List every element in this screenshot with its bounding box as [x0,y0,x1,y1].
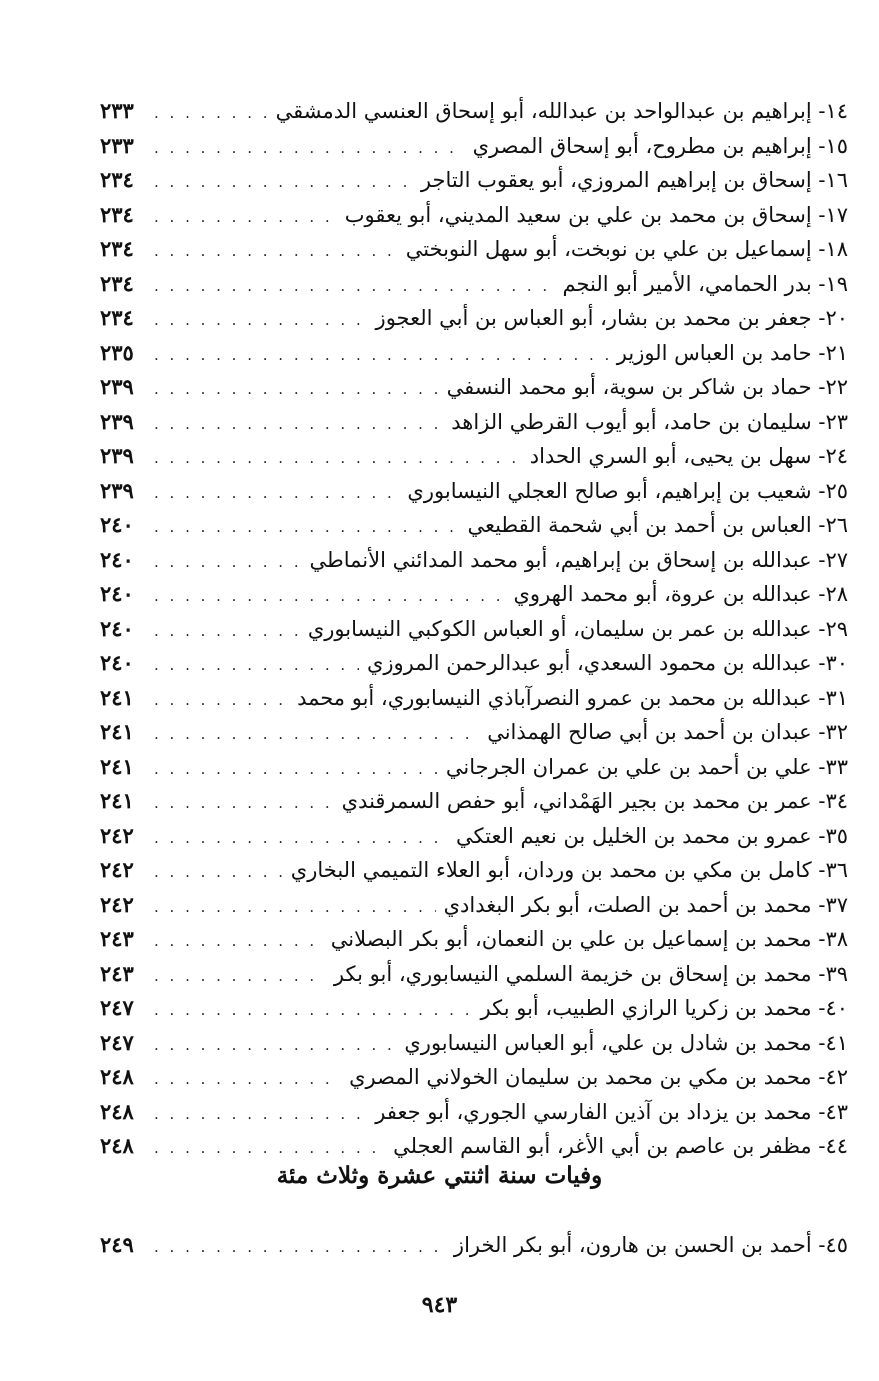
dot-leader [154,648,359,683]
entry-page-number: ٢٣٤ [100,167,134,192]
dot-leader [154,924,323,959]
entry-page-number: ٢٤٠ [100,512,134,537]
entry-page-number: ٢٣٩ [100,477,134,503]
entry-title: ٣٧- محمد بن أحمد بن الصلت، أبو بكر البغدادي [443,892,848,917]
entry-title: ٣٤- عمر بن محمد بن بجير الهَمْداني، أبو حفص السمرقندي [341,789,848,813]
entry-title: ٣١- عبدالله بن محمد بن عمرو النصرآباذي النيسابوري، أبو محمد [297,685,848,710]
dot-leader [154,1028,396,1063]
entry-title: ١٥- إبراهيم بن مطروح، أبو إسحاق المصري [472,133,848,158]
toc-entry [100,1228,848,1263]
entry-page-number: ٢٣٣ [100,132,134,158]
dot-leader [154,1062,341,1097]
entry-page-number: ٢٤٢ [100,822,134,848]
section-heading: وفيات سنة اثنتي عشرة وثلاث مئة [276,1162,603,1189]
dot-leader [154,407,443,442]
entry-title: ٤٤- مظفر بن عاصم بن أبي الأغر، أبو القاسم العجلي [393,1134,848,1158]
toc-entry [100,370,848,405]
dot-leader [154,786,334,821]
entry-title: ٢٨- عبدالله بن عروة، أبو محمد الهروي [513,582,848,606]
entry-page-number: ٢٤٧ [100,1029,134,1055]
toc-entry [100,646,848,681]
dot-leader [154,993,473,1028]
toc-entry [100,957,848,992]
entry-title: ٣٦- كامل بن مكي بن محمد بن وردان، أبو العلاء التميمي البخاري [290,858,848,882]
dot-leader [154,441,522,476]
dot-leader [154,131,465,166]
toc-list [100,94,848,1164]
toc-entry [100,612,848,647]
entry-title: ٢٦- العباس بن أحمد بن أبي شحمة القطيعي [467,513,848,537]
dot-leader [154,855,283,890]
toc-entry [100,405,848,440]
dot-leader [154,545,302,580]
entry-page-number: ٢٤٩ [100,1232,134,1257]
toc-entry [100,94,848,129]
entry-page-number: ٢٤٢ [100,891,134,917]
toc-entry [100,991,848,1026]
dot-leader [154,579,506,614]
dot-leader [154,303,368,338]
entry-page-number: ٢٤٢ [100,857,134,882]
toc-entry [100,1060,848,1095]
toc-entry [100,163,848,198]
entry-title: ٣٠- عبدالله بن محمود السعدي، أبو عبدالرحمن المروزي [366,651,848,675]
entry-title: ٣٣- علي بن أحمد بن علي بن عمران الجرجاني [445,754,848,779]
section-toc-list [100,1228,848,1263]
entry-title: ١٨- إسماعيل بن علي بن نوبخت، أبو سهل النوبختي [405,237,848,261]
entry-page-number: ٢٣٤ [100,305,134,330]
dot-leader [154,200,337,235]
dot-leader [154,476,399,511]
entry-title: ٢٥- شعيب بن إبراهيم، أبو صالح العجلي النيسابوري [407,478,848,503]
entry-page-number: ٢٤١ [100,684,134,710]
toc-entry [100,577,848,612]
entry-page-number: ٢٤٠ [100,650,134,675]
toc-entry [100,129,848,164]
entry-page-number: ٢٣٣ [100,98,134,123]
entry-title: ٢٢- حماد بن شاكر بن سوية، أبو محمد النسفي [446,375,848,399]
entry-page-number: ٢٤٣ [100,926,134,951]
dot-leader [154,890,436,925]
entry-page-number: ٢٣٩ [100,443,134,468]
toc-entry [100,439,848,474]
entry-title: ١٧- إسحاق بن محمد بن علي بن سعيد المديني، أبو يعقوب [344,202,848,227]
dot-leader [154,338,609,373]
dot-leader [154,1230,446,1265]
toc-entry [100,198,848,233]
entry-title: ٤٢- محمد بن مكي بن محمد بن سليمان الخولاني المصري [349,1065,848,1089]
toc-entry [100,301,848,336]
entry-page-number: ٢٣٤ [100,201,134,227]
dot-leader [154,614,300,649]
toc-entry [100,267,848,302]
toc-entry [100,336,848,371]
entry-title: ٢٠- جعفر بن محمد بن بشار، أبو العباس بن أبي العجوز [375,306,848,330]
entry-title: ٢٧- عبدالله بن إسحاق بن إبراهيم، أبو محمد المدائني الأنماطي [309,547,848,572]
entry-page-number: ٢٣٥ [100,339,134,365]
entry-page-number: ٢٤٨ [100,1133,134,1158]
dot-leader [154,1097,367,1132]
toc-entry [100,1026,848,1061]
entry-page-number: ٢٣٩ [100,408,134,434]
dot-leader [154,372,439,407]
toc-entry [100,474,848,509]
dot-leader [154,717,479,752]
toc-entry [100,1095,848,1130]
entry-page-number: ٢٤١ [100,719,134,744]
dot-leader [154,752,438,787]
toc-entry [100,853,848,888]
dot-leader [154,96,268,131]
toc-entry [100,508,848,543]
entry-page-number: ٢٤٠ [100,546,134,572]
dot-leader [154,821,448,856]
dot-leader [154,234,398,269]
toc-entry [100,750,848,785]
dot-leader [154,959,326,994]
entry-page-number: ٢٤١ [100,788,134,813]
entry-title: ٣٨- محمد بن إسماعيل بن علي بن النعمان، أبو بكر البصلاني [330,927,848,951]
entry-title: ٣٥- عمرو بن محمد بن الخليل بن نعيم العتكي [456,823,848,848]
entry-title: ٣٢- عبدان بن أحمد بن أبي صالح الهمذاني [487,720,848,744]
toc-entry [100,784,848,819]
dot-leader [154,165,413,200]
dot-leader [154,683,289,718]
entry-page-number: ٢٤٨ [100,1064,134,1089]
entry-page-number: ٢٣٩ [100,374,134,399]
page-number: ٩٤٣ [421,1292,458,1318]
entry-title: ٣٩- محمد بن إسحاق بن خزيمة السلمي النيسابوري، أبو بكر [333,961,848,986]
entry-title: ١٦- إسحاق بن إبراهيم المروزي، أبو يعقوب التاجر [420,168,848,192]
toc-entry [100,232,848,267]
entry-title: ٤٣- محمد بن يزداد بن آذين الفارسي الجوري، أبو جعفر [375,1099,848,1124]
toc-entry [100,888,848,923]
entry-page-number: ٢٣٤ [100,236,134,261]
entry-page-number: ٢٤٠ [100,581,134,606]
entry-title: ٢٩- عبدالله بن عمر بن سليمان، أو العباس الكوكبي النيسابوري [307,616,848,641]
entry-title: ٢٤- سهل بن يحيى، أبو السري الحداد [529,444,848,468]
entry-title: ٤١- محمد بن شادل بن علي، أبو العباس النيسابوري [404,1030,848,1055]
entry-title: ١٩- بدر الحمامي، الأمير أبو النجم [562,271,848,296]
entry-page-number: ٢٤٣ [100,960,134,986]
entry-title: ٤٠- محمد بن زكريا الرازي الطبيب، أبو بكر [480,996,848,1020]
toc-entry [100,681,848,716]
entry-title: ٤٥- أحمد بن الحسن بن هارون، أبو بكر الخراز [453,1233,848,1257]
dot-leader [154,269,554,304]
entry-page-number: ٢٤٧ [100,995,134,1020]
toc-entry [100,1129,848,1164]
dot-leader [154,510,459,545]
entry-page-number: ٢٤٠ [100,615,134,641]
entry-title: ١٤- إبراهيم بن عبدالواحد بن عبدالله، أبو إسحاق العنسي الدمشقي [275,99,848,123]
entry-title: ٢٣- سليمان بن حامد، أبو أيوب القرطي الزاهد [451,409,848,434]
toc-entry [100,922,848,957]
entry-page-number: ٢٤٨ [100,1098,134,1124]
toc-entry [100,715,848,750]
entry-page-number: ٢٤١ [100,753,134,779]
entry-page-number: ٢٣٤ [100,270,134,296]
toc-entry [100,543,848,578]
entry-title: ٢١- حامد بن العباس الوزير [616,340,848,365]
toc-entry [100,819,848,854]
